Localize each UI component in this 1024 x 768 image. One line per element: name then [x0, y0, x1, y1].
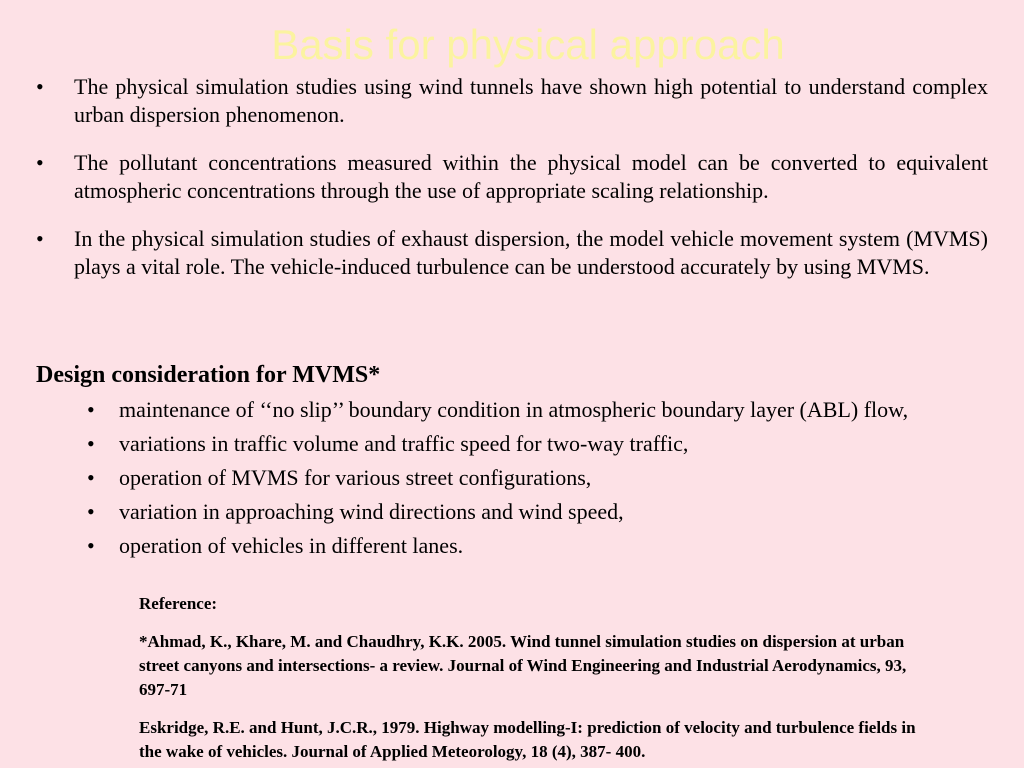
bullet-glyph: • — [87, 499, 95, 524]
bullet-item — [36, 149, 988, 205]
sub-bullet-text: variation in approaching wind directions and wind speed, — [119, 499, 624, 524]
reference-entry: *Ahmad, K., Khare, M. and Chaudhry, K.K. 2005. Wind tunnel simulation studies on dispersion at urban street canyons and intersections- a review. Journal of Wind Engineering and Industrial Aerodynamics, 93, 697-71 — [139, 632, 907, 699]
reference-entry: Eskridge, R.E. and Hunt, J.C.R., 1979. Highway modelling-I: prediction of velocity and turbulence fields in the wake of vehicles. Journal of Applied Meteorology, 18 (4), 387- 400. — [139, 718, 916, 761]
bullet-glyph: • — [36, 74, 44, 99]
sub-bullet-item — [87, 498, 988, 526]
bullet-glyph: • — [36, 150, 44, 175]
sub-bullet-item — [87, 396, 988, 424]
sub-bullet-item — [87, 464, 988, 492]
design-consideration-list — [87, 396, 988, 566]
slide-title: Basis for physical approach — [271, 21, 785, 68]
references-heading: Reference: — [139, 594, 218, 613]
bullet-item — [36, 73, 988, 129]
sub-bullet-text: variations in traffic volume and traffic speed for two-way traffic, — [119, 431, 689, 456]
sub-bullet-item — [87, 532, 988, 560]
sub-bullet-text: operation of vehicles in different lanes. — [119, 533, 464, 558]
bullet-glyph: • — [87, 397, 95, 422]
bullet-glyph: • — [87, 431, 95, 456]
bullet-glyph: • — [87, 465, 95, 490]
bullet-glyph: • — [36, 226, 44, 251]
sub-bullet-item — [87, 430, 988, 458]
section-heading: Design consideration for MVMS* — [36, 362, 381, 388]
bullet-item — [36, 225, 988, 281]
bullet-text: The pollutant concentrations measured within the physical model can be converted to equivalent atmospheric concentrations through the use of appropriate scaling relationship. — [74, 150, 988, 203]
bullet-text: The physical simulation studies using wind tunnels have shown high potential to understand complex urban dispersion phenomenon. — [74, 74, 988, 127]
sub-bullet-text: operation of MVMS for various street configurations, — [119, 465, 592, 490]
main-bullet-list — [36, 73, 988, 301]
sub-bullet-text: maintenance of ‘‘no slip’’ boundary condition in atmospheric boundary layer (ABL) flow, — [119, 397, 909, 422]
references-block — [139, 592, 939, 764]
bullet-text: In the physical simulation studies of exhaust dispersion, the model vehicle movement system (MVMS) plays a vital role. The vehicle-induced turbulence can be understood accurately by using MVMS. — [74, 226, 988, 279]
bullet-glyph: • — [87, 533, 95, 558]
